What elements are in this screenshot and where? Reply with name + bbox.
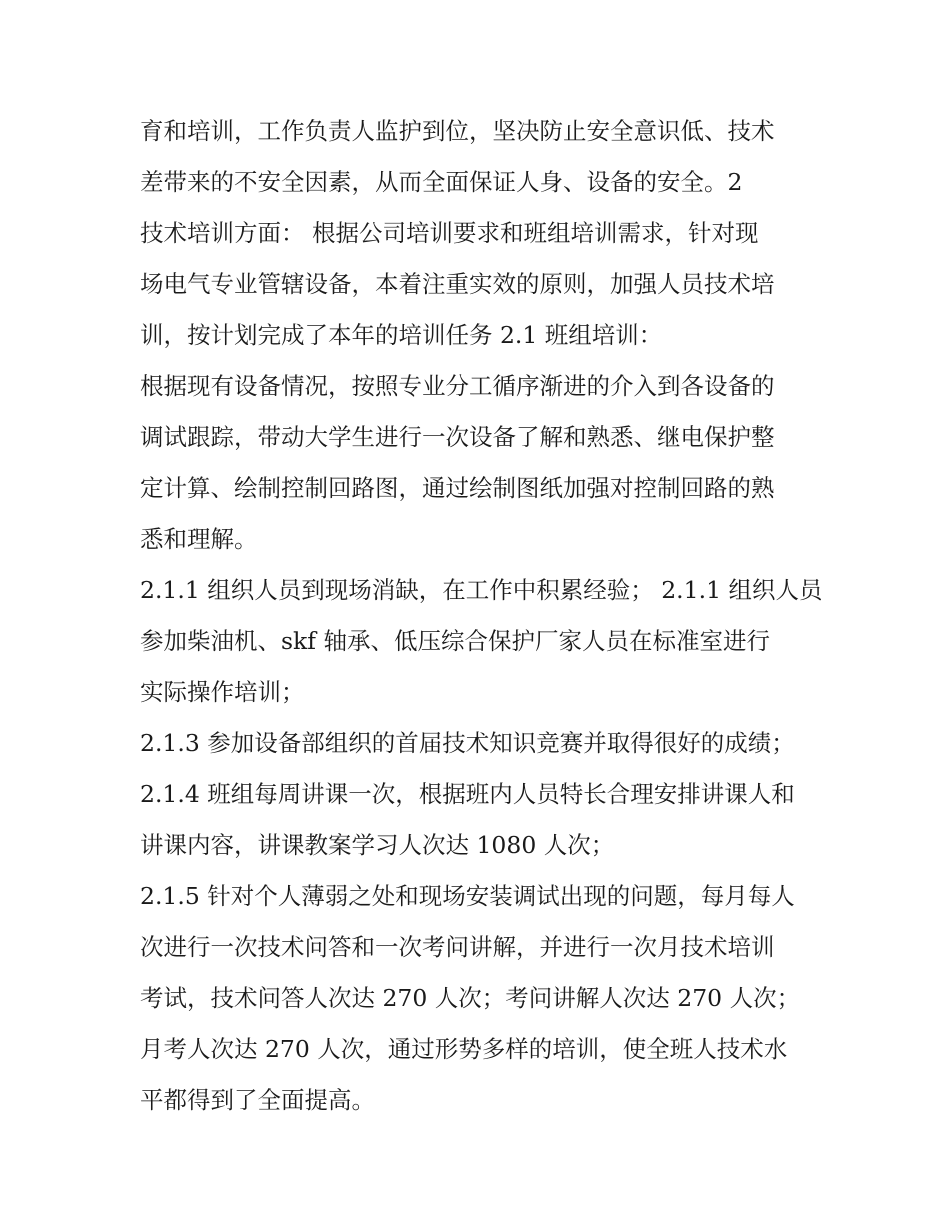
text-line: 平都得到了全面提高。	[140, 1086, 375, 1114]
text-line: 月考人次达 270 人次，通过形势多样的培训，使全班人技术水	[140, 1035, 788, 1063]
text-line: 育和培训，工作负责人监护到位，坚决防止安全意识低、技术	[140, 117, 775, 145]
text-line: 场电气专业管辖设备，本着注重实效的原则，加强人员技术培	[140, 270, 775, 298]
text-line: 训，按计划完成了本年的培训任务 2.1 班组培训：	[140, 321, 663, 349]
text-line: 悉和理解。	[140, 525, 258, 553]
text-line: 差带来的不安全因素，从而全面保证人身、设备的安全。2	[140, 168, 743, 196]
text-line: 技术培训方面： 根据公司培训要求和班组培训需求，针对现	[140, 219, 759, 247]
text-line: 次进行一次技术问答和一次考问讲解，并进行一次月技术培训	[140, 933, 775, 961]
body-text	[140, 106, 823, 1126]
text-line: 根据现有设备情况，按照专业分工循序渐进的介入到各设备的	[140, 372, 775, 400]
text-line: 调试跟踪，带动大学生进行一次设备了解和熟悉、继电保护整	[140, 423, 775, 451]
text-line: 2.1.1 组织人员到现场消缺，在工作中积累经验； 2.1.1 组织人员	[140, 576, 823, 604]
text-line: 讲课内容，讲课教案学习人次达 1080 人次；	[140, 831, 615, 859]
text-line: 实际操作培训；	[140, 678, 305, 706]
text-line: 考试，技术问答人次达 270 人次；考问讲解人次达 270 人次；	[140, 984, 801, 1012]
text-line: 定计算、绘制控制回路图，通过绘制图纸加强对控制回路的熟	[140, 474, 775, 502]
text-line: 参加柴油机、skf 轴承、低压综合保护厂家人员在标准室进行	[140, 627, 770, 655]
text-line: 2.1.5 针对个人薄弱之处和现场安装调试出现的问题，每月每人	[140, 882, 795, 910]
text-line: 2.1.4 班组每周讲课一次，根据班内人员特长合理安排讲课人和	[140, 780, 795, 808]
text-line: 2.1.3 参加设备部组织的首届技术知识竞赛并取得很好的成绩；	[140, 729, 795, 757]
